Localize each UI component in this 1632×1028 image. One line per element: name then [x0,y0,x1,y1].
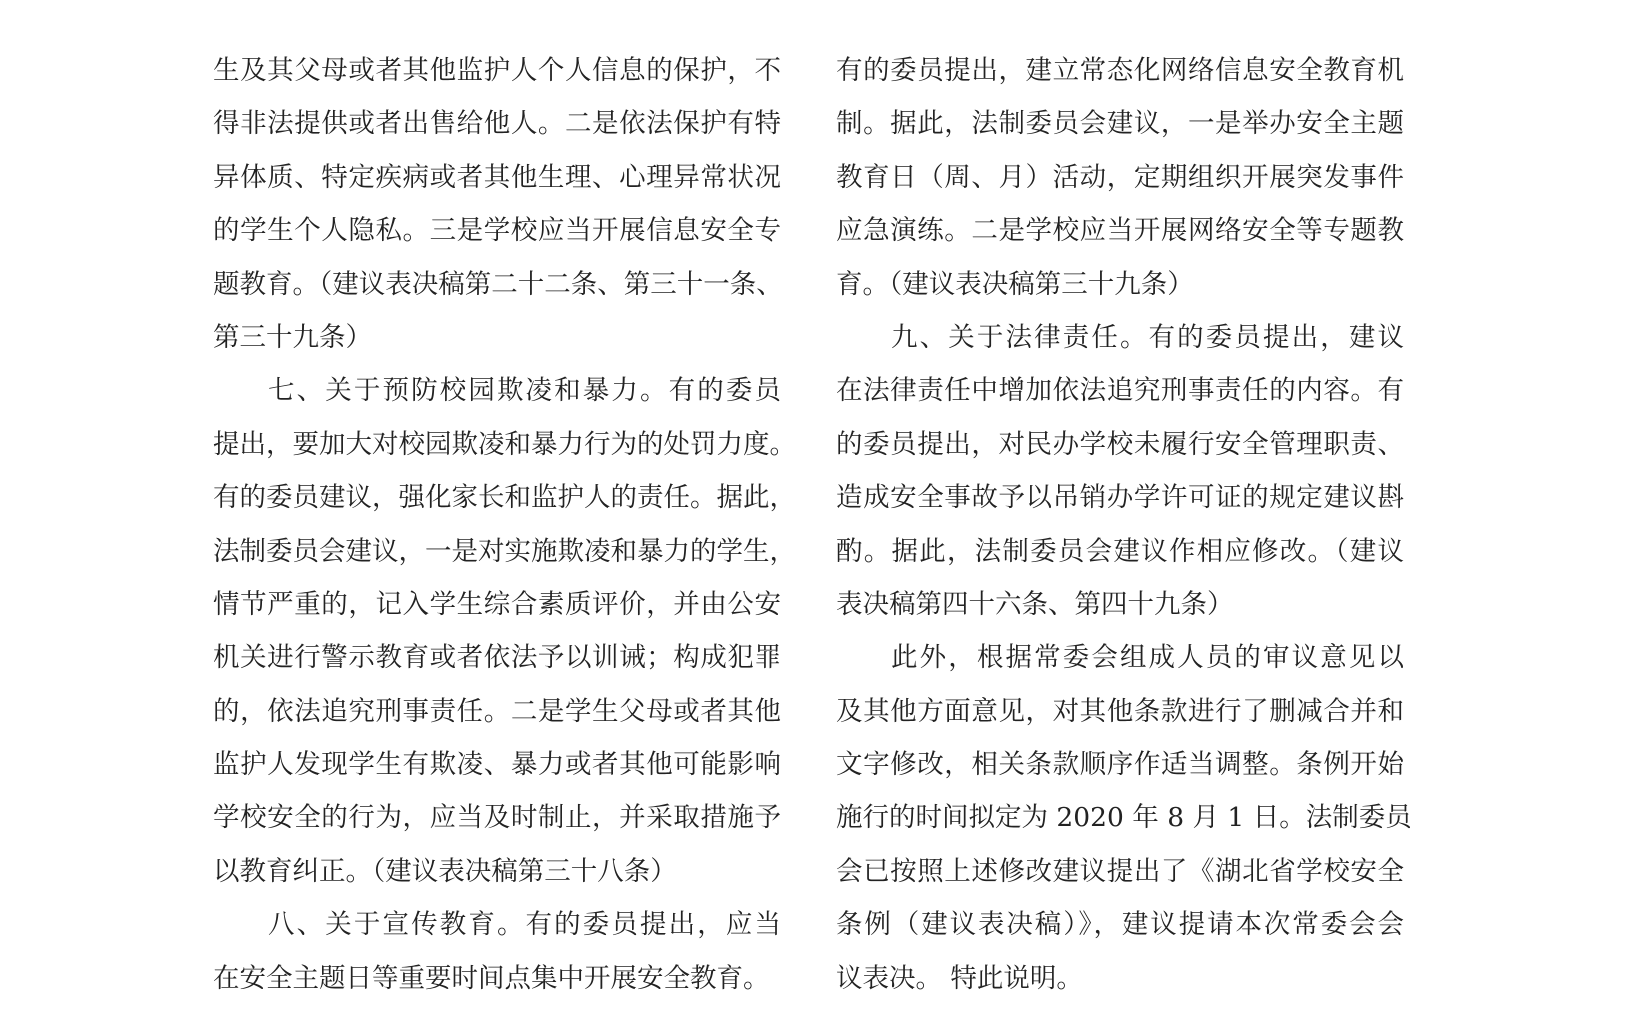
text-line: 在法律责任中增加依法追究刑事责任的内容。有 [836,375,1404,407]
text-line: 此外，根据常委会组成人员的审议意见以 [891,642,1404,674]
text-line: 教育日（周、月）活动，定期组织开展突发事件 [836,161,1404,193]
text-line: 表决稿第四十六条、第四十九条） [836,588,1234,620]
text-line: 造成安全事故予以吊销办学许可证的规定建议斟 [836,482,1404,514]
text-line: 情节严重的，记入学生综合素质评价，并由公安 [213,588,781,620]
text-line: 制。据此，法制委员会建议，一是举办安全主题 [836,108,1404,140]
text-line: 议表决。 特此说明。 [836,962,1083,994]
text-line: 监护人发现学生有欺凌、暴力或者其他可能影响 [213,749,781,781]
text-line: 的，依法追究刑事责任。二是学生父母或者其他 [213,695,781,727]
right-text-column [836,44,1412,1005]
text-line: 七、关于预防校园欺凌和暴力。有的委员 [268,375,781,407]
text-line: 应急演练。二是学校应当开展网络安全等专题教 [836,215,1404,247]
text-line: 有的委员建议，强化家长和监护人的责任。据此， [213,482,796,514]
text-line: 酌。据此，法制委员会建议作相应修改。（建议 [836,535,1404,567]
left-text-column [213,44,796,1005]
text-line: 机关进行警示教育或者依法予以训诫；构成犯罪 [213,642,781,674]
text-line: 条例（建议表决稿）》，建议提请本次常委会会 [836,909,1404,941]
text-line: 提出，要加大对校园欺凌和暴力行为的处罚力度。 [213,428,796,460]
text-line: 得非法提供或者出售给他人。二是依法保护有特 [213,108,781,140]
text-line: 施行的时间拟定为 2020 年 8 月 1 日。法制委员 [836,802,1412,834]
text-line: 法制委员会建议，一是对实施欺凌和暴力的学生， [213,535,796,567]
text-line: 九、关于法律责任。有的委员提出，建议 [891,321,1404,353]
text-line: 学校安全的行为，应当及时制止，并采取措施予 [213,802,781,834]
text-line: 文字修改，相关条款顺序作适当调整。条例开始 [836,749,1404,781]
text-line: 的委员提出，对民办学校未履行安全管理职责、 [836,428,1404,460]
text-line: 会已按照上述修改建议提出了《湖北省学校安全 [836,855,1404,887]
text-line: 有的委员提出，建立常态化网络信息安全教育机 [836,55,1404,86]
text-line: 及其他方面意见，对其他条款进行了删减合并和 [836,695,1404,727]
text-line: 生及其父母或者其他监护人个人信息的保护，不 [213,55,781,86]
text-line: 第三十九条） [213,321,372,353]
text-line: 在安全主题日等重要时间点集中开展安全教育。 [213,962,770,994]
text-line: 八、关于宣传教育。有的委员提出，应当 [268,909,781,941]
text-line: 题教育。（建议表决稿第二十二条、第三十一条、 [213,268,783,300]
text-line: 的学生个人隐私。三是学校应当开展信息安全专 [213,215,781,247]
text-line: 育。（建议表决稿第三十九条） [836,268,1194,300]
text-line: 以教育纠正。（建议表决稿第三十八条） [213,855,677,887]
text-line: 异体质、特定疾病或者其他生理、心理异常状况 [213,161,781,193]
